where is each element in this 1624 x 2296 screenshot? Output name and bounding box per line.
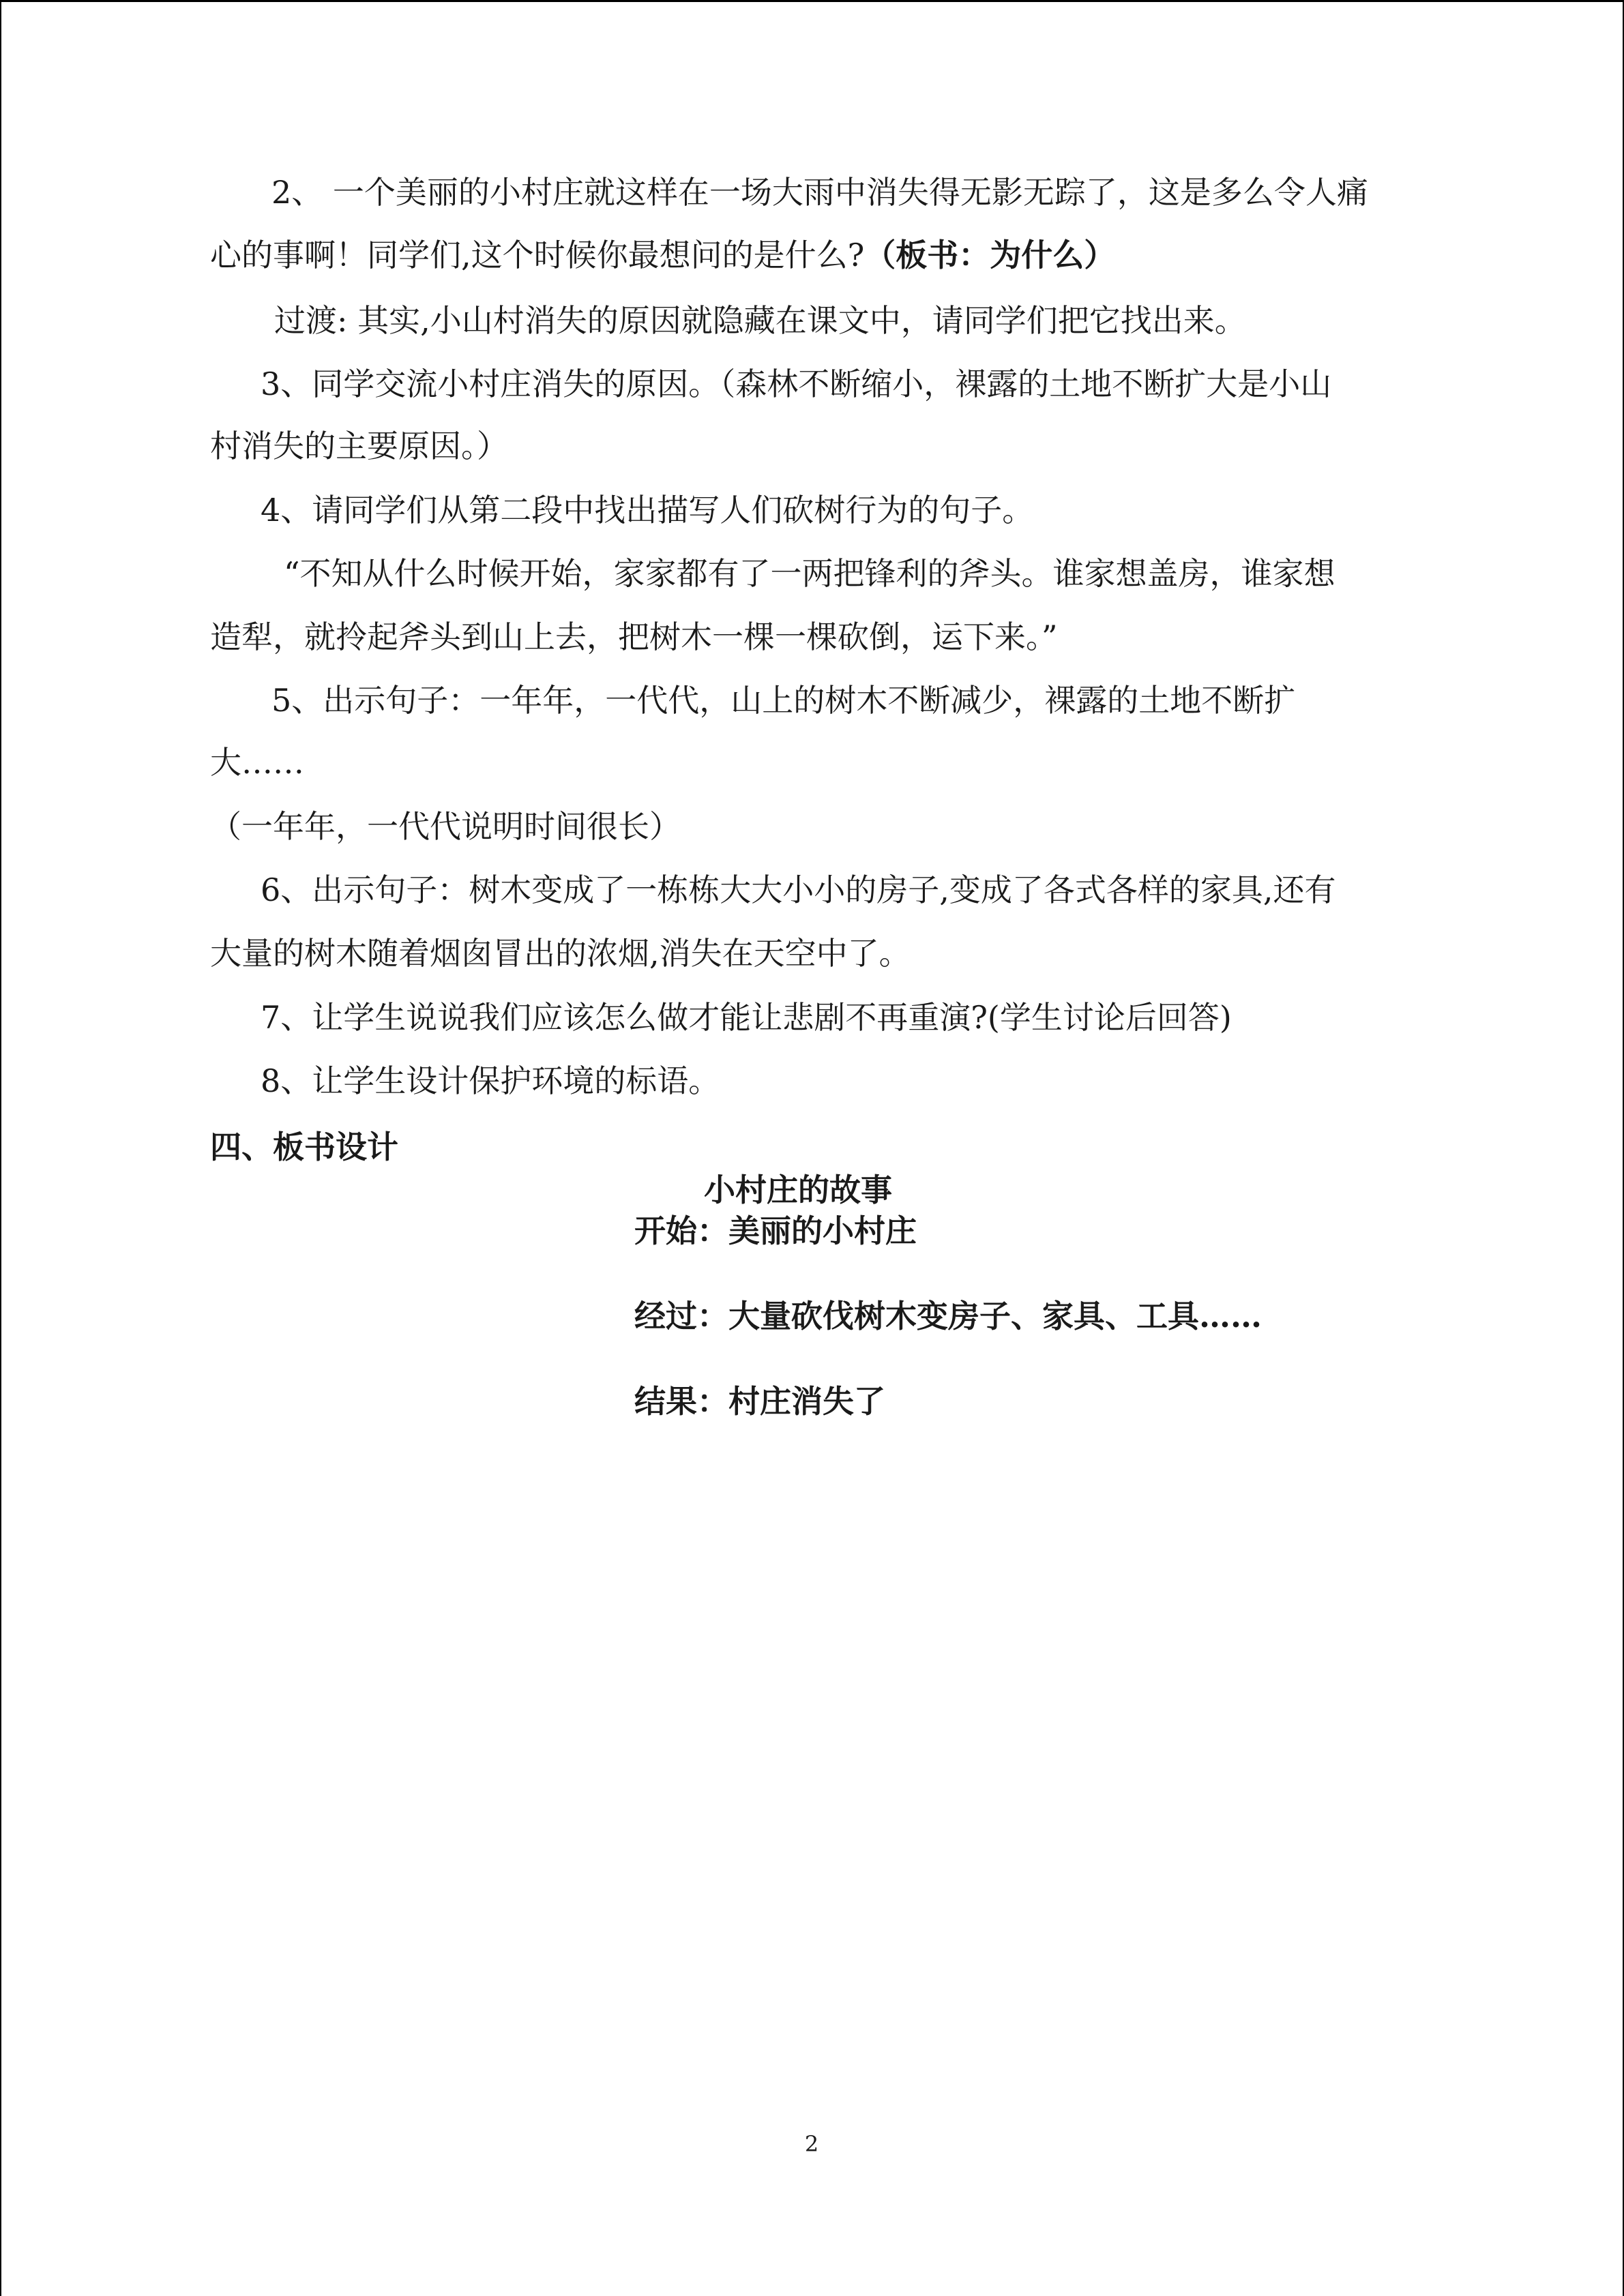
paragraph-line-4: 3、同学交流小村庄消失的原因。（森林不断缩小，裸露的土地不断扩大是小山 xyxy=(261,366,1332,402)
section-heading: 四、板书设计 xyxy=(210,1129,398,1165)
page-border-top xyxy=(0,0,1624,2)
board-process: 经过：大量砍伐树木变房子、家具、工具…… xyxy=(634,1298,1262,1335)
paragraph-line-13: 大量的树木随着烟囱冒出的浓烟,消失在天空中了。 xyxy=(210,935,911,972)
paragraph-line-12: 6、出示句子：树木变成了一栋栋大大小小的房子,变成了各式各样的家具,还有 xyxy=(261,871,1336,908)
board-title: 小村庄的故事 xyxy=(704,1172,892,1208)
paragraph-line-15: 8、让学生设计保护环境的标语。 xyxy=(261,1062,720,1099)
paragraph-line-3: 过渡: 其实,小山村消失的原因就隐藏在课文中，请同学们把它找出来。 xyxy=(274,302,1246,339)
paragraph-line-1: 2、 一个美丽的小村庄就这样在一场大雨中消失得无影无踪了，这是多么令人痛 xyxy=(271,174,1368,211)
paragraph-line-2-text: 心的事啊！同学们,这个时候你最想问的是什么? xyxy=(210,237,865,273)
board-result: 结果：村庄消失了 xyxy=(634,1383,885,1420)
board-note-why: （板书：为什么） xyxy=(864,237,1116,273)
board-start: 开始：美丽的小村庄 xyxy=(634,1212,917,1249)
page-number: 2 xyxy=(804,2131,819,2157)
paragraph-line-7: “不知从什么时候开始，家家都有了一两把锋利的斧头。谁家想盖房，谁家想 xyxy=(284,555,1335,592)
paragraph-line-11: （一年年，一代代说明时间很长） xyxy=(210,808,681,845)
paragraph-line-9: 5、出示句子：一年年，一代代，山上的树木不断减少，裸露的土地不断扩 xyxy=(271,682,1296,719)
paragraph-line-5: 村消失的主要原因。） xyxy=(210,428,508,464)
paragraph-line-6: 4、请同学们从第二段中找出描写人们砍树行为的句子。 xyxy=(261,492,1034,528)
paragraph-line-14: 7、让学生说说我们应该怎么做才能让悲剧不再重演?(学生讨论后回答) xyxy=(261,999,1232,1036)
paragraph-line-8: 造犁，就拎起斧头到山上去，把树木一棵一棵砍倒，运下来。” xyxy=(210,618,1058,655)
page-border-left xyxy=(0,0,1,2296)
paragraph-line-2 xyxy=(210,235,1115,275)
paragraph-line-10: 大…… xyxy=(210,744,304,781)
